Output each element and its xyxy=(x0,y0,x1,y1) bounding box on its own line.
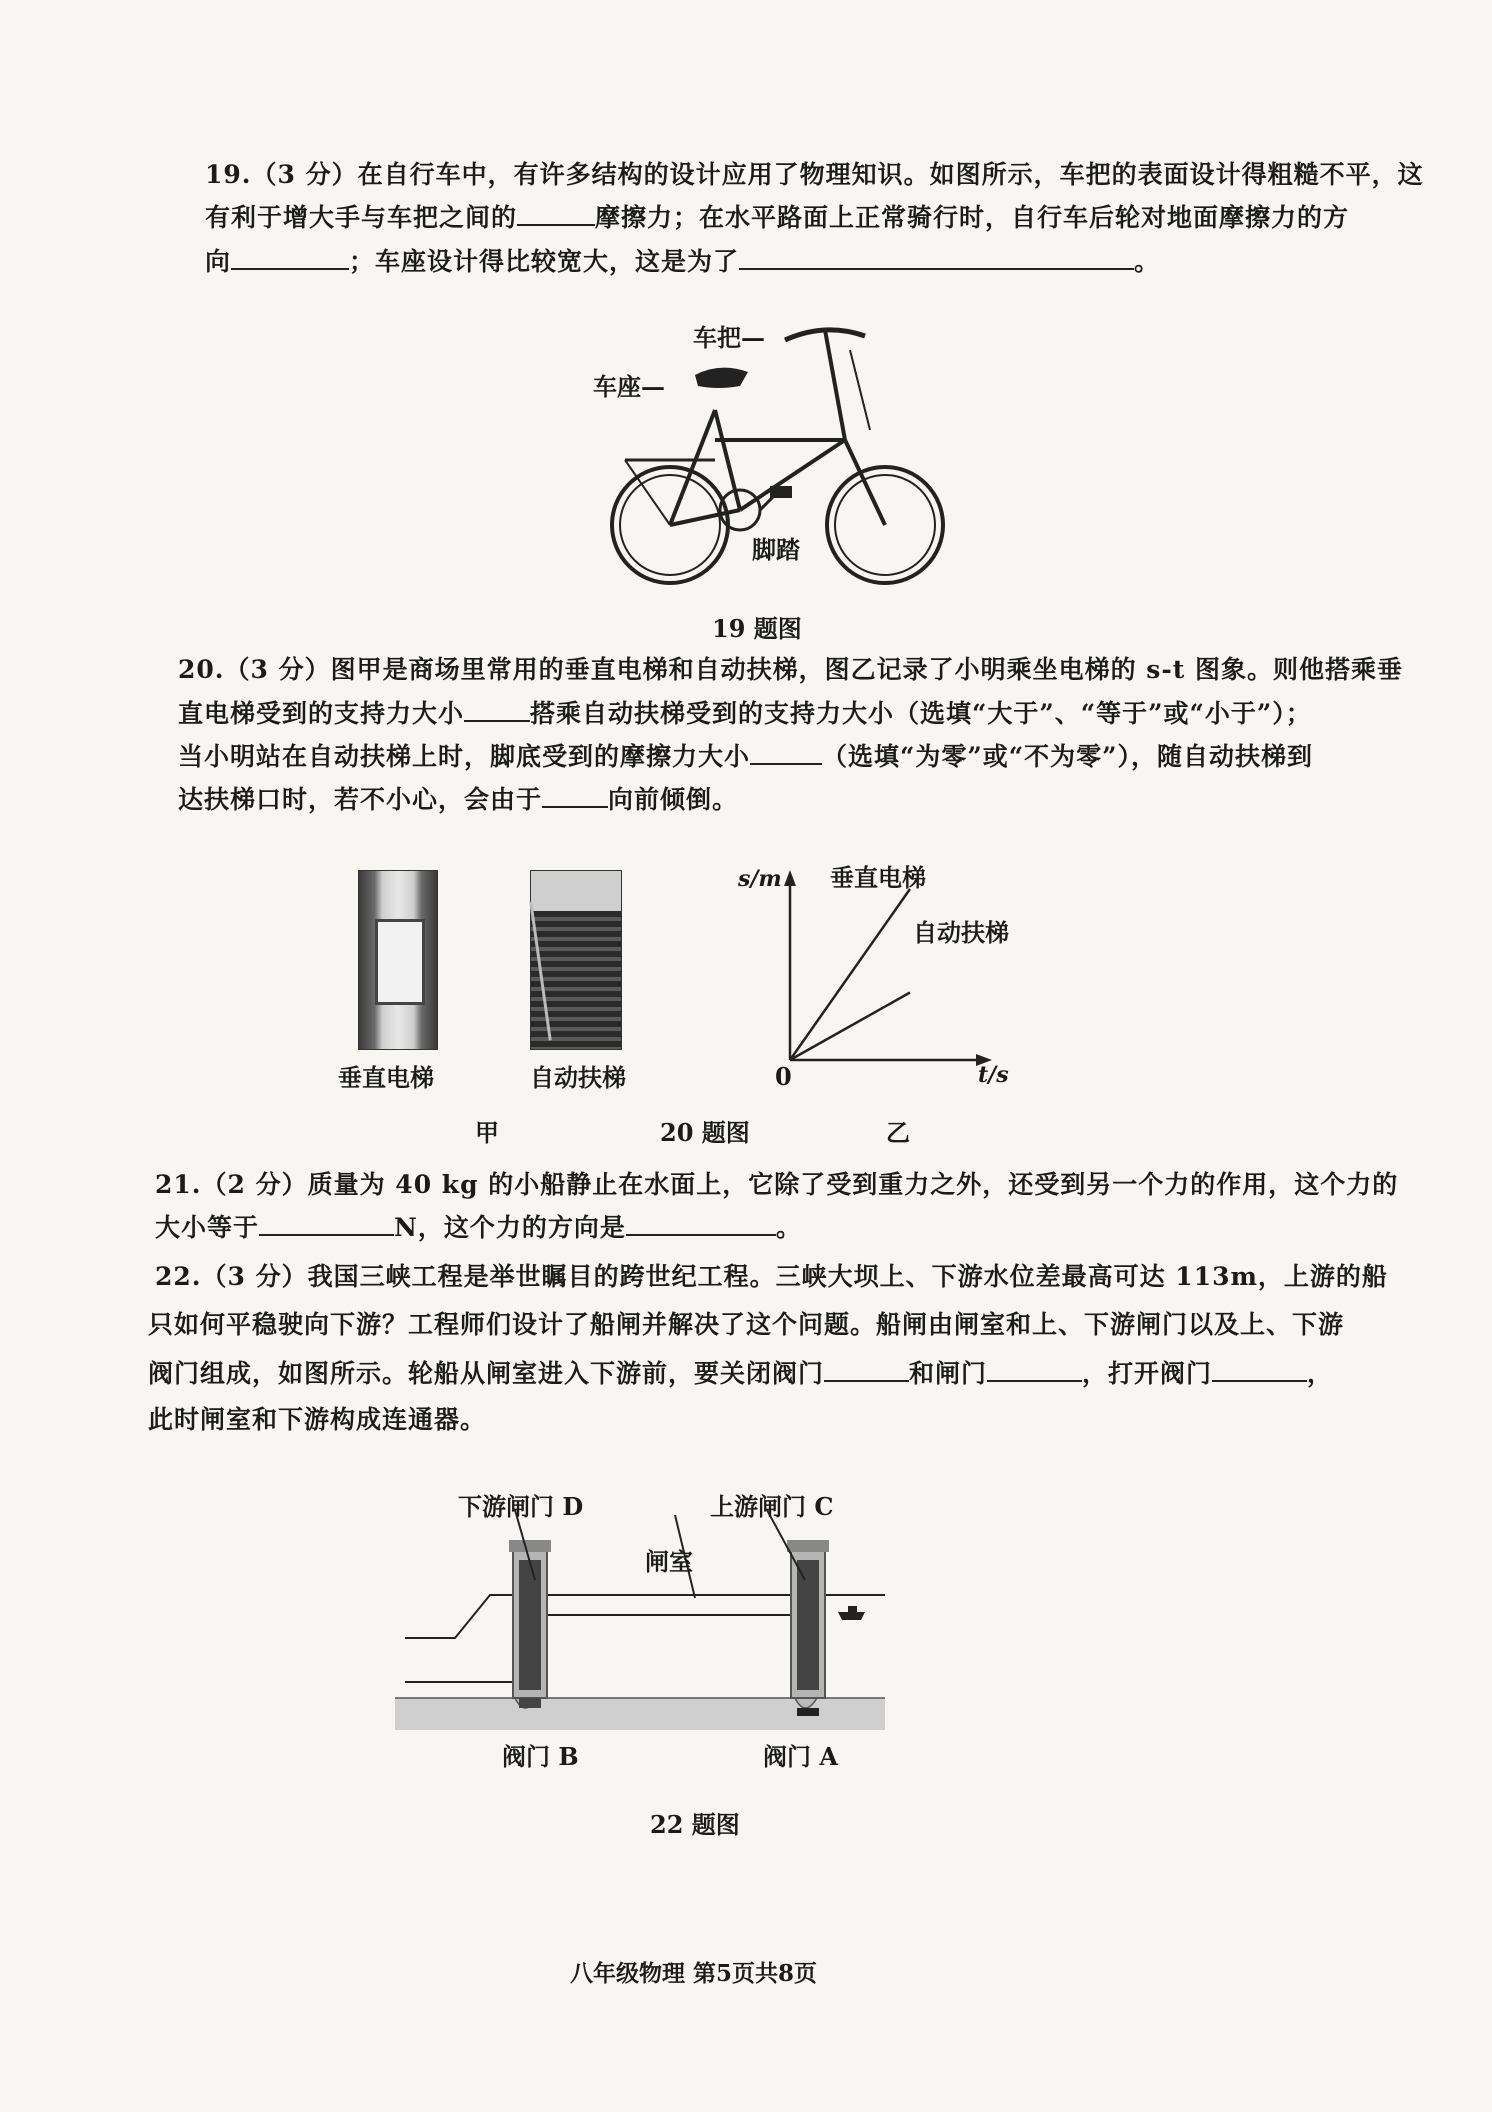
q19-caption: 19 题图 xyxy=(712,614,802,643)
series-label-escalator: 自动扶梯 xyxy=(913,918,1009,947)
x-axis-label: t/s xyxy=(978,1062,1009,1088)
ship-lock-figure xyxy=(395,1520,885,1730)
y-axis-label: s/m xyxy=(738,866,782,892)
q19-line-1: 19.（3 分）在自行车中，有许多结构的设计应用了物理知识。如图所示，车把的表面设计得粗糙不平，这 xyxy=(205,160,1424,189)
series-label-elevator: 垂直电梯 xyxy=(830,863,926,892)
y-axis-arrow xyxy=(784,870,796,886)
q22-text-3b: 和闸门 xyxy=(909,1359,988,1388)
series-line-0 xyxy=(790,889,910,1060)
label-seat: 车座— xyxy=(593,372,665,401)
q20-text-2b: 搭乘自动扶梯受到的支持力大小（选填“大于”、“等于”或“小于”）； xyxy=(530,699,1312,728)
q21-text-2b: N，这个力的方向是 xyxy=(394,1213,626,1242)
label-jia: 甲 xyxy=(475,1118,499,1147)
q19-text-3a: 向 xyxy=(205,247,232,276)
elevator-label: 垂直电梯 xyxy=(338,1063,434,1092)
q22-blank-3[interactable] xyxy=(1212,1358,1307,1382)
page-footer: 八年级物理 第5页共8页 xyxy=(570,1960,818,1987)
st-chart xyxy=(770,860,1030,1090)
q20-blank-3[interactable] xyxy=(542,784,608,808)
label-upstream-gate-c: 上游闸门 C xyxy=(710,1492,834,1521)
q19-blank-3[interactable] xyxy=(739,246,1134,270)
q22-line-3 xyxy=(148,1358,1333,1389)
q20-blank-2[interactable] xyxy=(750,741,822,765)
q20-text-4b: 向前倾倒。 xyxy=(608,785,739,814)
q22-line-1: 22.（3 分）我国三峡工程是举世瞩目的跨世纪工程。三峡大坝上、下游水位差最高可达 113m，上游的船 xyxy=(155,1262,1388,1291)
q21-blank-1[interactable] xyxy=(259,1212,394,1236)
q19-line-3 xyxy=(205,246,1160,277)
series-line-1 xyxy=(790,993,910,1061)
label-pedal: 脚踏 xyxy=(752,535,800,564)
q19-blank-1[interactable] xyxy=(517,202,595,226)
escalator-label: 自动扶梯 xyxy=(530,1063,626,1092)
label-valve-a: 阀门 A xyxy=(763,1742,838,1771)
label-downstream-gate-d: 下游闸门 D xyxy=(458,1492,584,1521)
q21-text-2a: 大小等于 xyxy=(155,1213,260,1242)
q21-blank-2[interactable] xyxy=(626,1212,776,1236)
q20-text-2a: 直电梯受到的支持力大小 xyxy=(178,699,465,728)
q20-line-4 xyxy=(178,784,738,815)
q22-caption: 22 题图 xyxy=(650,1810,740,1839)
q19-text-3b: ；车座设计得比较宽大，这是为了 xyxy=(349,247,740,276)
q19-line-2 xyxy=(205,202,1349,233)
q22-blank-2[interactable] xyxy=(987,1358,1082,1382)
q21-line-1: 21.（2 分）质量为 40 kg 的小船静止在水面上，它除了受到重力之外，还受到另一个力的作用，这个力的 xyxy=(155,1170,1399,1199)
q19-text-2a: 有利于增大手与车把之间的 xyxy=(205,203,518,232)
q22-text-3a: 阀门组成，如图所示。轮船从闸室进入下游前，要关闭阀门 xyxy=(148,1359,825,1388)
q20-text-4a: 达扶梯口时，若不小心，会由于 xyxy=(178,785,543,814)
q20-blank-1[interactable] xyxy=(464,698,530,722)
q22-text-3c: ，打开阀门 xyxy=(1082,1359,1213,1388)
q22-line-2: 只如何平稳驶向下游？工程师们设计了船闸并解决了这个问题。船闸由闸室和上、下游闸门以及上、下游 xyxy=(148,1310,1345,1339)
label-valve-b: 阀门 B xyxy=(502,1742,579,1771)
label-yi: 乙 xyxy=(886,1118,910,1147)
escalator-photo xyxy=(530,870,622,1050)
q20-text-3a: 当小明站在自动扶梯上时，脚底受到的摩擦力大小 xyxy=(178,742,751,771)
q19-text-3c: 。 xyxy=(1134,247,1161,276)
q20-line-2 xyxy=(178,698,1312,729)
origin-label: 0 xyxy=(775,1062,792,1091)
q21-text-2c: 。 xyxy=(775,1213,802,1242)
q19-text-2b: 摩擦力；在水平路面上正常骑行时，自行车后轮对地面摩擦力的方 xyxy=(595,203,1350,232)
q22-text-3d: ， xyxy=(1307,1359,1334,1388)
q22-blank-1[interactable] xyxy=(824,1358,909,1382)
q21-line-2 xyxy=(155,1212,802,1243)
q22-line-4: 此时闸室和下游构成连通器。 xyxy=(148,1405,487,1434)
label-handlebar: 车把— xyxy=(693,323,765,352)
elevator-photo xyxy=(358,870,438,1050)
label-lock-chamber: 闸室 xyxy=(645,1547,693,1576)
q20-line-3 xyxy=(178,741,1313,772)
q20-text-3b: （选填“为零”或“不为零”），随自动扶梯到 xyxy=(822,742,1314,771)
q20-line-1: 20.（3 分）图甲是商场里常用的垂直电梯和自动扶梯，图乙记录了小明乘坐电梯的 s-t 图象。则他搭乘垂 xyxy=(178,655,1404,684)
q19-blank-2[interactable] xyxy=(231,246,349,270)
q20-caption: 20 题图 xyxy=(660,1118,750,1147)
